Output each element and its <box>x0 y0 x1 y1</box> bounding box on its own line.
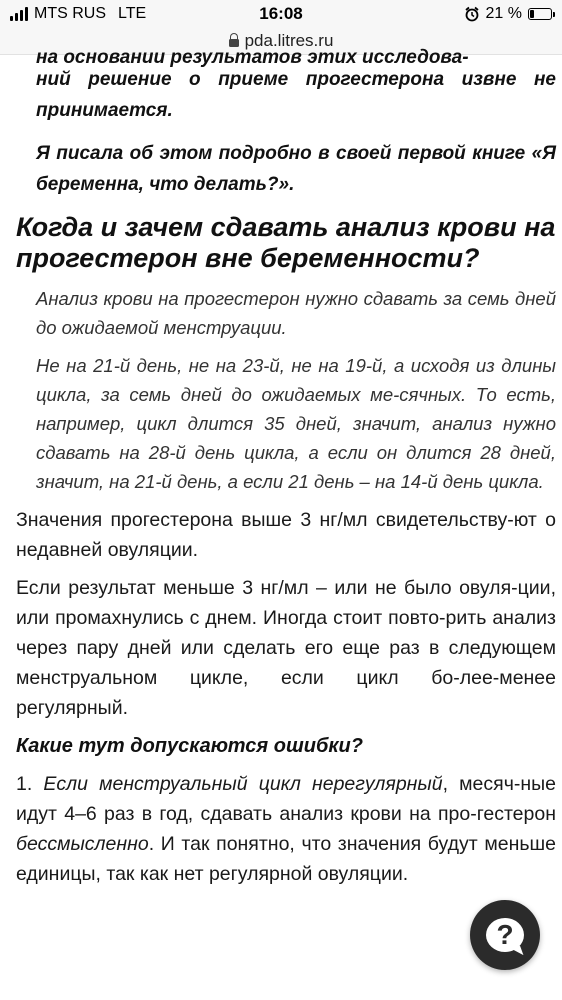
status-bar <box>0 0 562 28</box>
paragraph-2: Если результат меньше 3 нг/мл – или не было овуля-ции, или промахнулись с днем. Иногда стоит повто-рить анализ через пару дней или сделать его еще раз в следующем менструальном цикле, если цикл бо-лее-менее регулярный. <box>16 577 556 719</box>
emphasis-pointless: бессмысленно <box>16 833 149 855</box>
network-type: LTE <box>118 5 147 22</box>
question-bubble-icon <box>486 918 524 952</box>
paragraph-1: Значения прогестерона выше 3 нг/мл свидетельству-ют о недавней овуляции. <box>16 509 556 561</box>
article-content[interactable] <box>0 47 562 1000</box>
list-number: 1. <box>16 773 44 795</box>
help-chat-button[interactable] <box>470 900 540 970</box>
section-heading: Когда и зачем сдавать анализ крови на прогестерон вне беременности? <box>16 212 556 273</box>
battery-icon <box>528 8 552 20</box>
article-body <box>16 42 556 897</box>
quote-paragraph-2: Не на 21-й день, не на 23-й, не на 19-й, а исходя из длины цикла, за семь дней до ожидаемых ме-сячных. То есть, например, цикл длится 35 дней, значит, анализ нужно сдавать на 28-й день цикла, а если он длится 28 дней, значит, на 21-й день, а если 21 день – на 14-й день цикла. <box>36 355 556 492</box>
bold-italic-paragraph: ний решение о приеме прогестерона извне не принимается. <box>36 69 556 121</box>
url-domain[interactable]: pda.litres.ru <box>244 31 334 50</box>
help-glyph: ? <box>496 919 514 950</box>
paragraph-3-middle: , месяч-ные идут 4–6 раз в год, сдавать анализ крови на про-гестерон <box>16 773 556 825</box>
status-bar-right <box>464 5 552 23</box>
battery-fill <box>530 10 534 18</box>
partial-bold-line: на основании результатов этих исследова- <box>36 47 469 68</box>
paragraph-3-end: . И так понятно, что значения будут меньше единицы, так как нет регулярной овуляции. <box>16 833 556 885</box>
battery-percent: 21 % <box>485 5 522 22</box>
alarm-icon <box>464 6 480 22</box>
carrier-name: MTS RUS <box>34 5 106 22</box>
clock: 16:08 <box>259 4 303 23</box>
emphasis-irregular-cycle: Если менструальный цикл нерегулярный <box>43 773 443 795</box>
subheading: Какие тут допускаются ошибки? <box>16 735 363 757</box>
quote-paragraph-1: Анализ крови на прогестерон нужно сдавать за семь дней до ожидаемой менструации. <box>36 288 556 338</box>
paragraph-3 <box>16 769 556 889</box>
bold-italic-book-note: Я писала об этом подробно в своей первой книге «Я беременна, что делать?». <box>36 143 556 195</box>
